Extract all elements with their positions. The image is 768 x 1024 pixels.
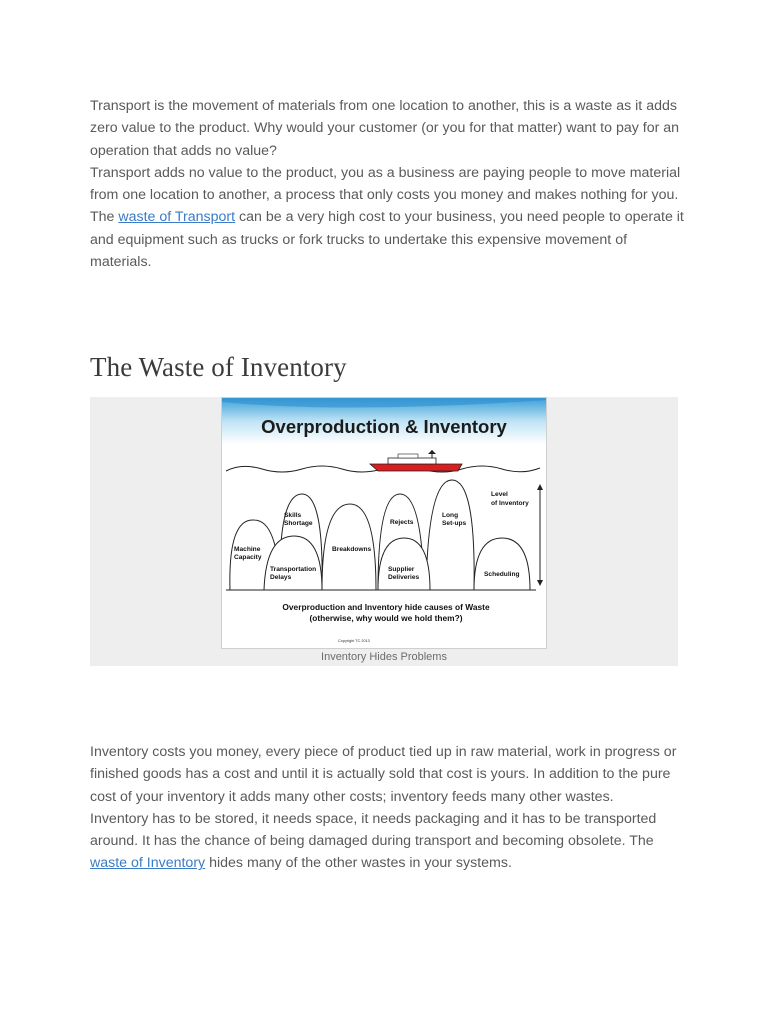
label-supplier: Supplier bbox=[388, 566, 415, 573]
inventory-diagram-image bbox=[221, 397, 547, 649]
inventory-text-2-start: Inventory has to be stored, it needs space, it needs packaging and it has to be transported around. It has the chance of being damaged during transport and becoming obsolete. The bbox=[90, 810, 657, 850]
diagram-footer-1: Overproduction and Inventory hide causes of Waste bbox=[282, 602, 490, 612]
inventory-text-2 bbox=[90, 808, 690, 875]
label-capacity: Capacity bbox=[234, 554, 262, 561]
inventory-paragraph bbox=[90, 741, 690, 875]
transport-text-1: Transport is the movement of materials from one location to another, this is a waste as it adds zero value to the product. Why would your customer (or you for that matter) want to pay for an operation that adds no value? bbox=[90, 98, 680, 159]
transport-text-2-start: Transport adds no value to the product, you as a business are paying people to move material from one location to another, a process that only costs you money and makes nothing for you. The bbox=[90, 164, 681, 226]
label-transportation: Transportation bbox=[270, 566, 317, 573]
rock-long-setups bbox=[426, 480, 474, 590]
label-machine: Machine bbox=[234, 546, 261, 553]
label-of-inventory: of Inventory bbox=[491, 500, 529, 507]
diagram-footer-2: (otherwise, why would we hold them?) bbox=[309, 613, 463, 623]
waste-of-transport-link[interactable]: waste of Transport bbox=[118, 209, 236, 226]
waste-of-inventory-link[interactable]: waste of Inventory bbox=[90, 855, 206, 872]
diagram-copyright: Copyright TC 2013 bbox=[338, 639, 370, 643]
inventory-text-2-end: hides many of the other wastes in your systems. bbox=[205, 855, 512, 872]
transport-text-2-end: can be a very high cost to your business, you need people to operate it and equipment such as trucks or fork trucks to undertake this expensive movement of materials. bbox=[90, 209, 684, 271]
rock-scheduling bbox=[474, 538, 530, 590]
transport-paragraph bbox=[90, 95, 690, 273]
transport-text-2 bbox=[90, 162, 690, 273]
label-scheduling: Scheduling bbox=[484, 571, 520, 578]
ship-icon bbox=[370, 450, 462, 471]
label-shortage: Shortage bbox=[284, 520, 313, 527]
inventory-text-1: Inventory costs you money, every piece of product tied up in raw material, work in progress or finished goods has a cost and until it is actually sold that cost is yours. In addition to the pure cost of your inventory it adds many other costs; inventory feeds many other wastes. bbox=[90, 744, 677, 805]
label-delays: Delays bbox=[270, 574, 292, 581]
section-heading: The Waste of Inventory bbox=[90, 352, 347, 382]
label-long: Long bbox=[442, 512, 459, 519]
label-breakdowns: Breakdowns bbox=[332, 546, 372, 553]
label-skills: Skills bbox=[284, 512, 302, 519]
figure-container bbox=[90, 397, 678, 666]
label-level: Level bbox=[491, 491, 508, 498]
diagram-title: Overproduction & Inventory bbox=[261, 416, 507, 437]
inventory-diagram bbox=[222, 398, 547, 649]
inventory-level-arrow bbox=[537, 484, 543, 586]
label-rejects: Rejects bbox=[390, 519, 414, 526]
label-setups: Set-ups bbox=[442, 520, 467, 527]
label-deliveries: Deliveries bbox=[388, 574, 420, 581]
figure-caption: Inventory Hides Problems bbox=[321, 651, 447, 663]
